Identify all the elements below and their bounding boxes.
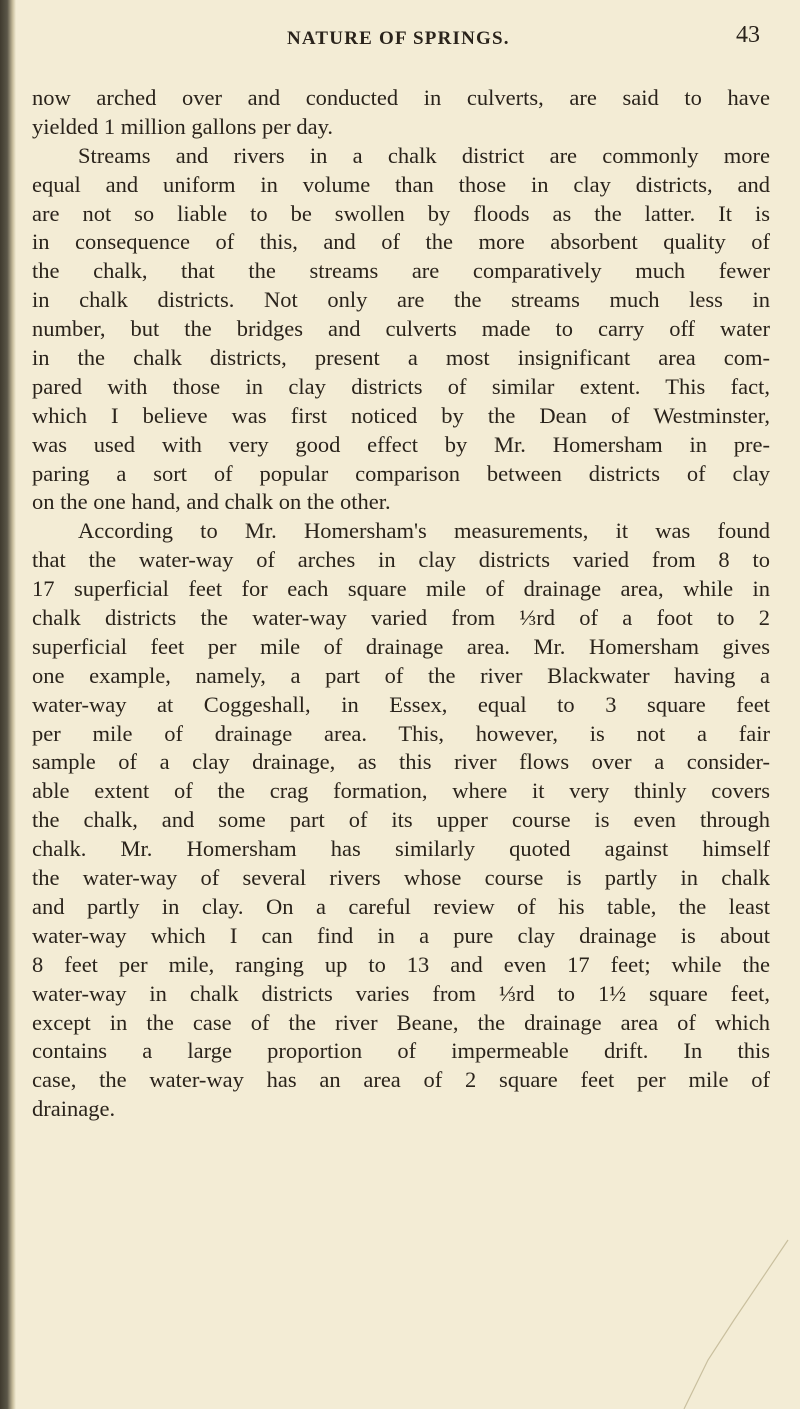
text-line: which I believe was first noticed by the Dean of Westminster, [32, 402, 770, 428]
text-line: the chalk, and some part of its upper course is even through [32, 807, 770, 833]
text-line: except in the case of the river Beane, the drainage area of which [32, 1009, 770, 1035]
text-line: pared with those in clay districts of similar extent. This fact, [32, 373, 770, 399]
text-line: the chalk, that the streams are comparatively much fewer [32, 258, 770, 284]
text-line: 17 superficial feet for each square mile of drainage area, while in [32, 576, 770, 602]
text-line: one example, namely, a part of the river Blackwater having a [32, 662, 770, 688]
text-line: per mile of drainage area. This, however, is not a fair [32, 720, 770, 746]
text-line: chalk districts the water-way varied from ⅓rd of a foot to 2 [32, 605, 770, 631]
text-line: drainage. [32, 1096, 116, 1122]
text-line: was used with very good effect by Mr. Homersham in pre- [32, 431, 770, 457]
page-number: 43 [736, 22, 760, 48]
text-line: number, but the bridges and culverts made to carry off water [32, 316, 770, 342]
text-line: water-way which I can find in a pure clay drainage is about [32, 922, 770, 948]
text-line: water-way at Coggeshall, in Essex, equal to 3 square feet [32, 691, 770, 717]
text-line: sample of a clay drainage, as this river flows over a consider- [32, 749, 770, 775]
running-head: NATURE OF SPRINGS. [287, 28, 510, 49]
page-gutter-shadow [0, 0, 16, 1409]
text-line: Streams and rivers in a chalk district are commonly more [78, 142, 770, 168]
text-line: According to Mr. Homersham's measurements, it was found [78, 518, 770, 544]
text-line: paring a sort of popular comparison between districts of clay [32, 460, 770, 486]
body-text [32, 84, 770, 1124]
text-line: chalk. Mr. Homersham has similarly quoted against himself [32, 836, 770, 862]
text-line: that the water-way of arches in clay districts varied from 8 to [32, 547, 770, 573]
text-line: superficial feet per mile of drainage area. Mr. Homersham gives [32, 633, 770, 659]
page-fold-mark [670, 1210, 790, 1409]
text-line: equal and uniform in volume than those in clay districts, and [32, 171, 770, 197]
text-line: the water-way of several rivers whose course is partly in chalk [32, 865, 770, 891]
page-header [0, 22, 800, 58]
text-line: able extent of the crag formation, where it very thinly covers [32, 778, 770, 804]
text-line: case, the water-way has an area of 2 square feet per mile of [32, 1067, 770, 1093]
text-line: yielded 1 million gallons per day. [32, 113, 333, 139]
text-line: 8 feet per mile, ranging up to 13 and even 17 feet; while the [32, 951, 770, 977]
text-line: and partly in clay. On a careful review of his table, the least [32, 893, 770, 919]
text-line: now arched over and conducted in culverts, are said to have [32, 85, 770, 110]
text-line: in the chalk districts, present a most insignificant area com- [32, 345, 770, 371]
text-line: contains a large proportion of impermeable drift. In this [32, 1038, 770, 1064]
text-line: water-way in chalk districts varies from ⅓rd to 1½ square feet, [32, 980, 770, 1006]
text-line: in consequence of this, and of the more absorbent quality of [32, 229, 770, 255]
text-line: on the one hand, and chalk on the other. [32, 489, 391, 515]
text-line: are not so liable to be swollen by floods as the latter. It is [32, 200, 770, 226]
text-line: in chalk districts. Not only are the streams much less in [32, 287, 770, 313]
